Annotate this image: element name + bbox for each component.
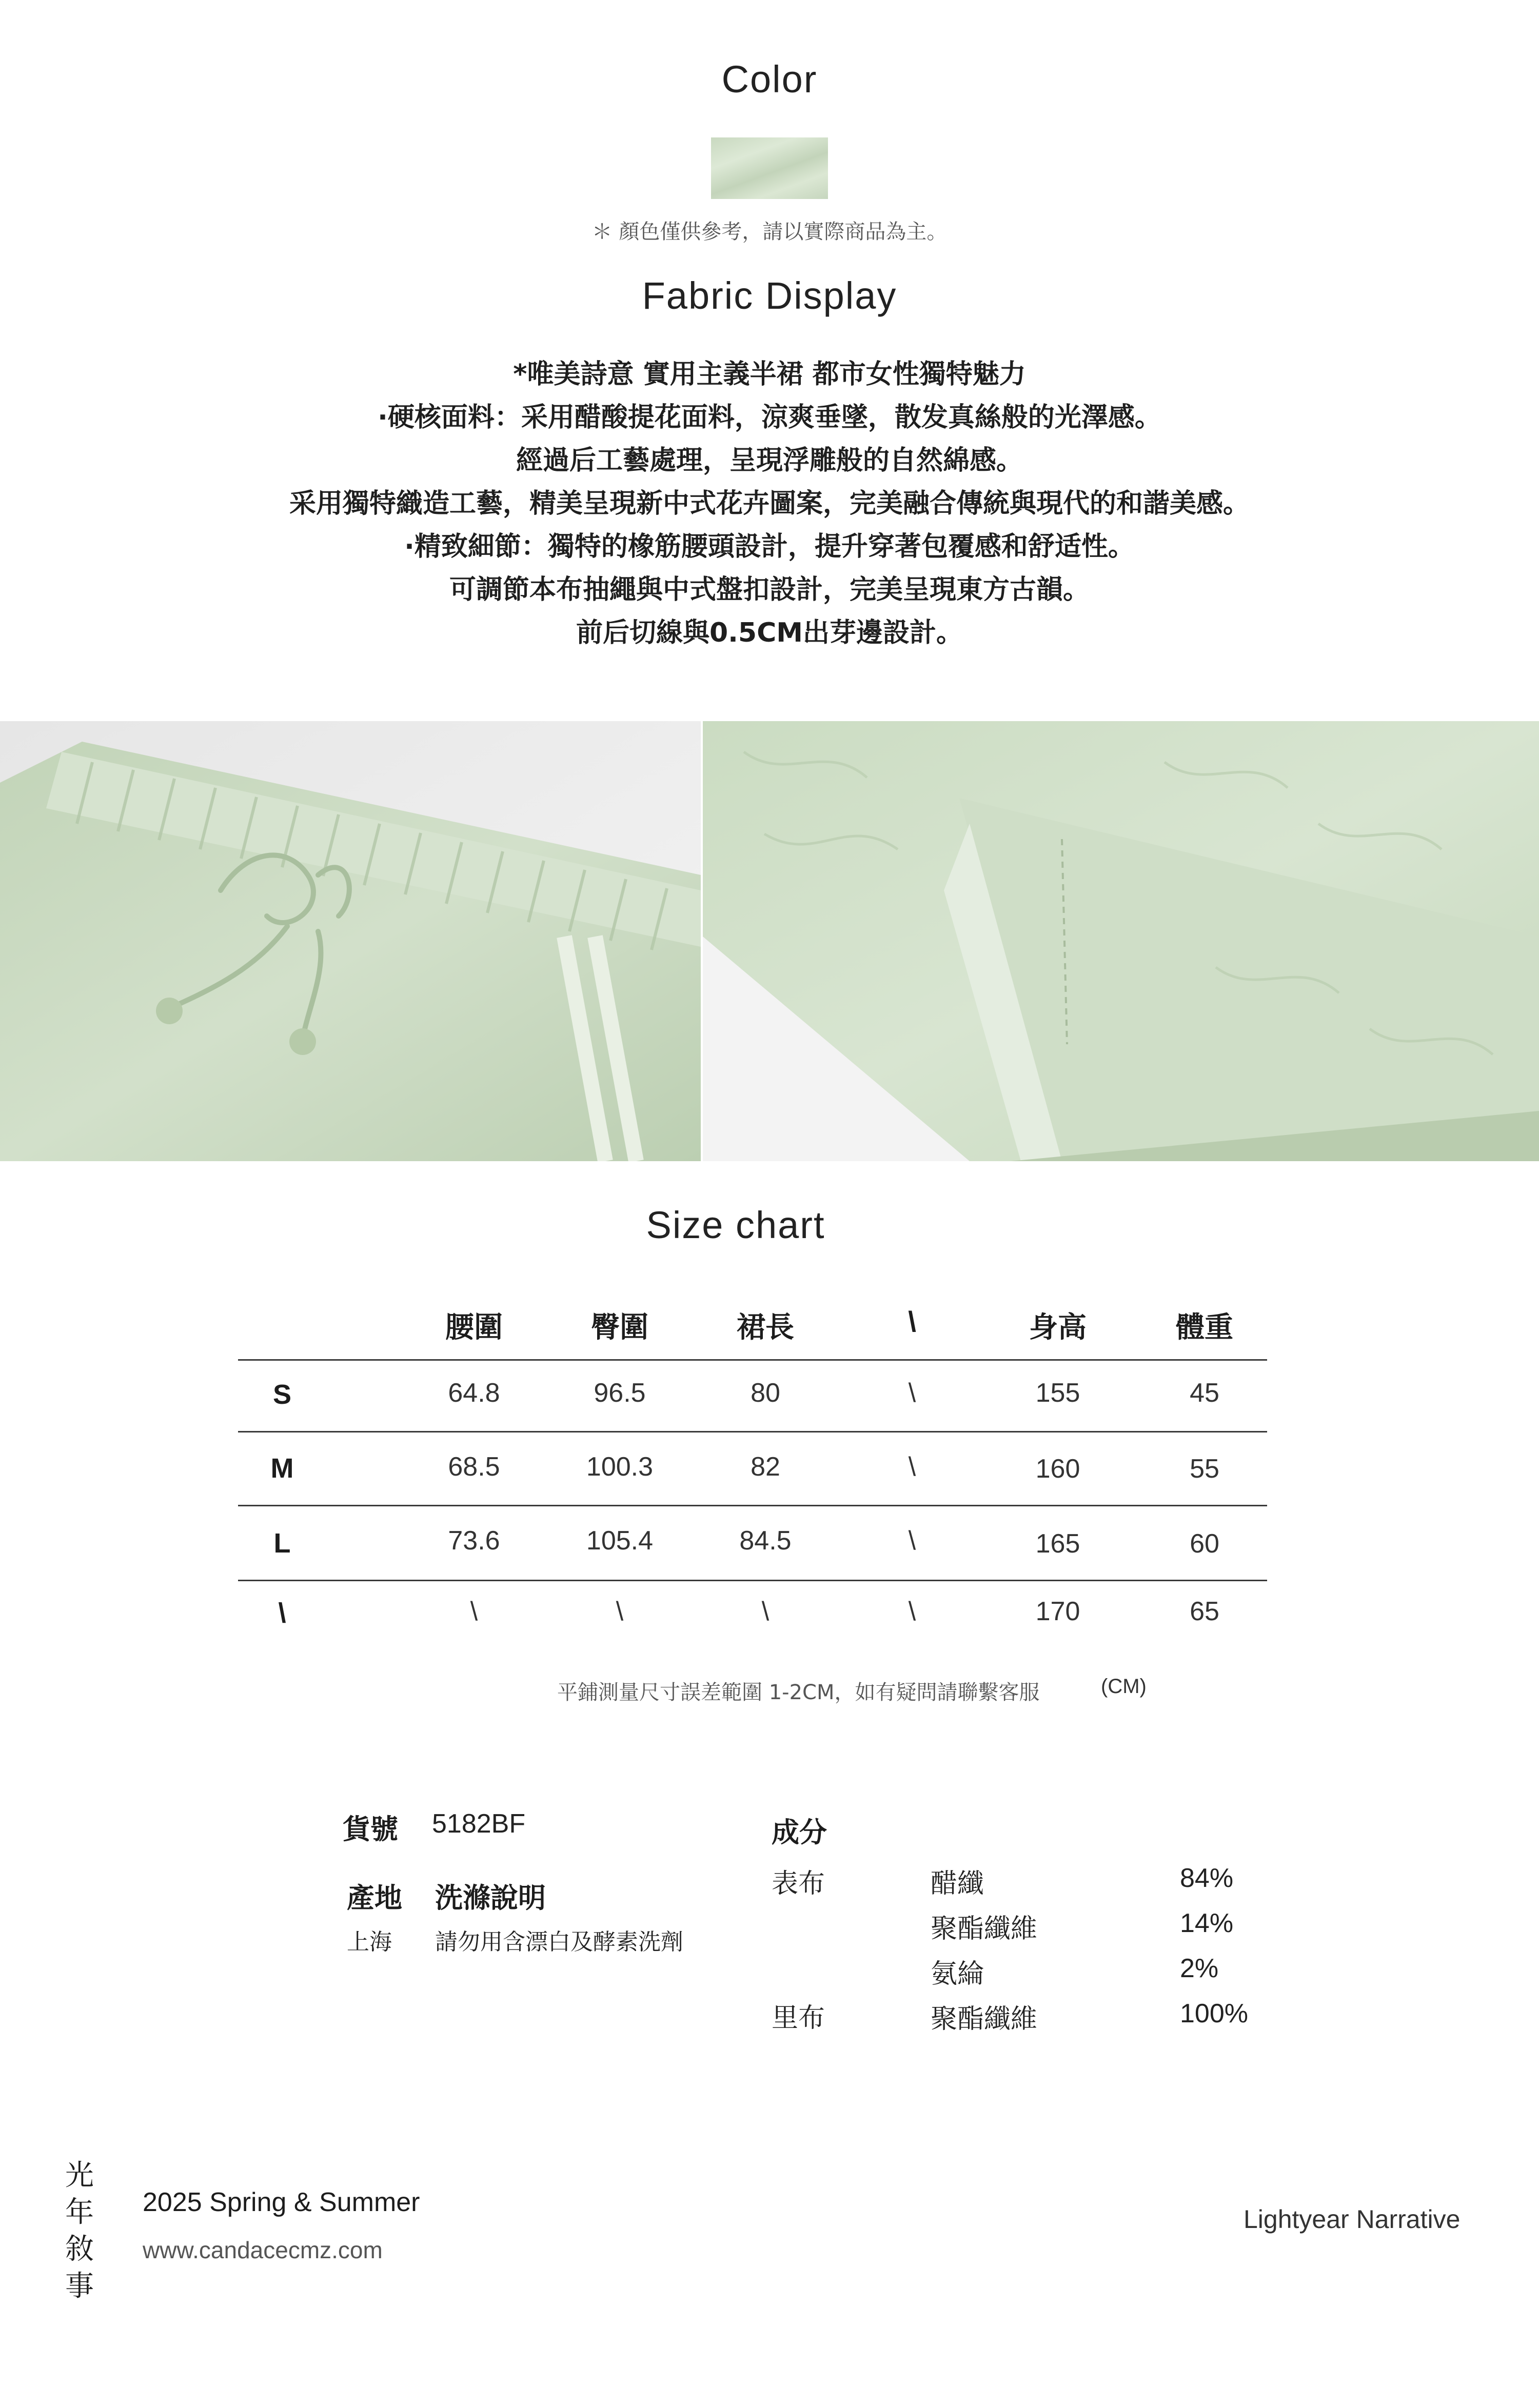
wash-label: 洗滌說明 — [435, 1882, 546, 1914]
season-label: 2025 Spring & Summer — [143, 2187, 420, 2217]
composition-percent: 100% — [1180, 1999, 1248, 2028]
fabric-line: 可調節本布抽繩與中式盤扣設計，完美呈現東方古韻。 — [449, 574, 1090, 605]
row-label-empty: \ — [278, 1598, 286, 1628]
table-cell: 64.8 — [448, 1378, 500, 1408]
table-cell: 160 — [1035, 1454, 1080, 1484]
color-swatch[interactable] — [711, 137, 828, 199]
hem-detail-photo — [703, 721, 1539, 1161]
brand-en: Lightyear Narrative — [1244, 2205, 1461, 2234]
fabric-description — [0, 353, 1539, 654]
composition-percent: 14% — [1180, 1908, 1234, 1938]
fabric-line: 前后切線與0.5CM出芽邊設計。 — [576, 618, 963, 648]
table-cell: 68.5 — [448, 1452, 500, 1482]
sku-value: 5182BF — [432, 1809, 526, 1839]
table-cell: \ — [908, 1526, 916, 1556]
fabric-line: ·精致細節：獨特的橡筋腰頭設計，提升穿著包覆感和舒适性。 — [404, 531, 1135, 562]
composition-part: 表布 — [772, 1868, 825, 1899]
table-divider — [238, 1359, 1267, 1361]
composition-material: 聚酯纖維 — [931, 1914, 1038, 1944]
table-cell: 170 — [1035, 1597, 1080, 1626]
table-cell: 55 — [1190, 1454, 1219, 1484]
table-cell: 96.5 — [594, 1378, 646, 1408]
header-weight: 體重 — [1176, 1311, 1233, 1344]
composition-label: 成分 — [772, 1816, 827, 1848]
table-cell: \ — [908, 1597, 916, 1626]
waistband-drawstring-photo — [0, 721, 701, 1161]
fabric-line: 經過后工藝處理，呈現浮雕般的自然綿感。 — [516, 445, 1023, 476]
table-cell: \ — [908, 1452, 916, 1482]
table-cell: 100.3 — [586, 1452, 654, 1482]
origin-value: 上海 — [347, 1929, 392, 1955]
size-unit: (CM) — [1101, 1675, 1147, 1698]
table-cell: 82 — [751, 1452, 780, 1482]
size-chart-title: Size chart — [646, 1204, 825, 1246]
row-label-m: M — [270, 1453, 294, 1484]
brand-char: 年 — [65, 2196, 94, 2229]
table-cell: 60 — [1190, 1529, 1219, 1559]
table-divider — [238, 1431, 1267, 1432]
fabric-title: Fabric Display — [642, 274, 897, 317]
composition-material: 醋纖 — [931, 1868, 984, 1899]
fabric-line: 采用獨特織造工藝，精美呈現新中式花卉圖案，完美融合傳統與現代的和諧美感。 — [289, 488, 1250, 519]
header-length: 裙長 — [737, 1311, 794, 1344]
table-divider — [238, 1505, 1267, 1506]
size-chart-note: 平鋪測量尺寸誤差範圍 1-2CM，如有疑問請聯繫客服 — [557, 1681, 1040, 1704]
header-waist: 腰圍 — [445, 1311, 503, 1344]
header-empty: \ — [908, 1305, 916, 1338]
brand-char: 敘 — [65, 2233, 94, 2266]
fabric-line: *唯美詩意 實用主義半裙 都市女性獨特魅力 — [513, 359, 1026, 390]
row-label-l: L — [273, 1528, 291, 1559]
header-hip: 臀圍 — [591, 1311, 648, 1344]
wash-value: 請勿用含漂白及酵素洗劑 — [435, 1929, 683, 1955]
origin-label: 產地 — [347, 1882, 402, 1914]
brand-char: 光 — [65, 2159, 94, 2192]
table-cell: 84.5 — [739, 1526, 792, 1556]
color-title: Color — [721, 58, 818, 101]
sku-label: 貨號 — [343, 1813, 398, 1845]
fabric-line: ·硬核面料：采用醋酸提花面料，涼爽垂墜，散发真絲般的光澤感。 — [378, 402, 1161, 433]
header-height: 身高 — [1029, 1311, 1087, 1344]
table-divider — [238, 1580, 1267, 1581]
brand-vertical — [62, 2157, 97, 2305]
table-cell: 155 — [1035, 1378, 1080, 1408]
composition-material: 聚酯纖維 — [931, 2004, 1038, 2035]
table-cell: \ — [470, 1597, 478, 1626]
composition-part: 里布 — [772, 2003, 825, 2034]
table-cell: 73.6 — [448, 1526, 500, 1556]
composition-percent: 84% — [1180, 1863, 1234, 1893]
composition-percent: 2% — [1180, 1954, 1219, 1983]
table-cell: 105.4 — [586, 1526, 654, 1556]
table-cell: 80 — [751, 1378, 780, 1408]
table-cell: \ — [908, 1378, 916, 1408]
website-link[interactable]: www.candacecmz.com — [143, 2237, 383, 2263]
color-note: ＊ 顏色僅供參考，請以實際商品為主。 — [591, 220, 948, 244]
composition-material: 氨綸 — [931, 1959, 984, 1989]
table-cell: 45 — [1190, 1378, 1219, 1408]
table-cell: 65 — [1190, 1597, 1219, 1626]
table-cell: \ — [616, 1597, 624, 1626]
table-cell: 165 — [1035, 1529, 1080, 1559]
brand-char: 事 — [65, 2270, 94, 2303]
table-cell: \ — [761, 1597, 770, 1626]
row-label-s: S — [272, 1379, 292, 1410]
